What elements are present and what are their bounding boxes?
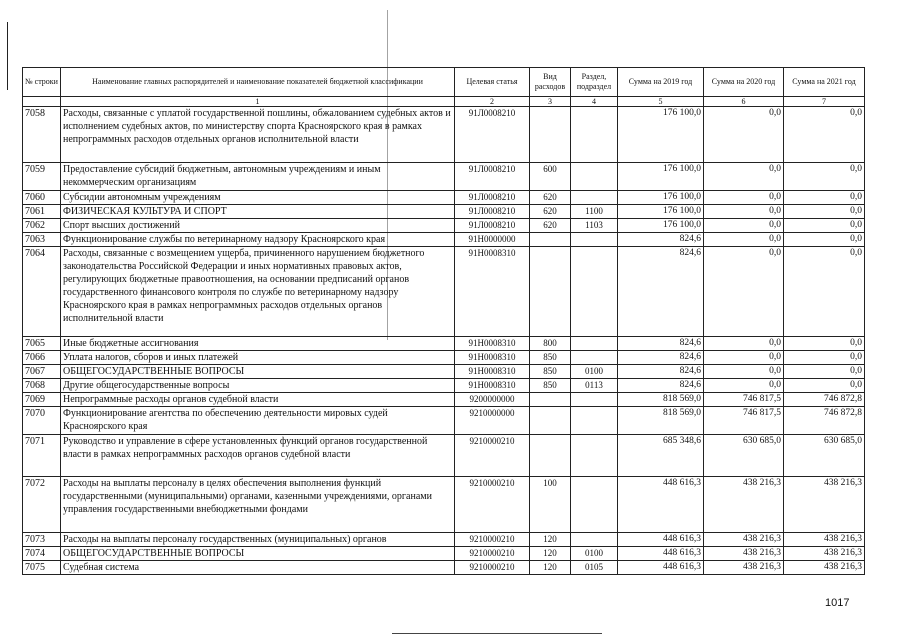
row-sum-2021: 438 216,3 bbox=[784, 477, 865, 533]
row-expense-type: 600 bbox=[530, 163, 571, 191]
row-sum-2020: 0,0 bbox=[704, 163, 784, 191]
table-row bbox=[23, 351, 865, 365]
row-name: Предоставление субсидий бюджетным, автономным учреждениям и иным некоммерческим организациям bbox=[61, 163, 455, 191]
row-sum-2021: 630 685,0 bbox=[784, 435, 865, 477]
row-section: 0113 bbox=[571, 379, 618, 393]
column-number: 3 bbox=[530, 97, 571, 107]
row-number: 7062 bbox=[23, 219, 61, 233]
row-sum-2020: 0,0 bbox=[704, 379, 784, 393]
row-number: 7063 bbox=[23, 233, 61, 247]
row-target-article: 91Н0008310 bbox=[455, 351, 530, 365]
row-name: ОБЩЕГОСУДАРСТВЕННЫЕ ВОПРОСЫ bbox=[61, 365, 455, 379]
row-section bbox=[571, 407, 618, 435]
row-target-article: 91Л0008210 bbox=[455, 205, 530, 219]
row-sum-2019: 824,6 bbox=[618, 365, 704, 379]
header-row bbox=[23, 68, 865, 97]
row-sum-2020: 0,0 bbox=[704, 351, 784, 365]
row-sum-2021: 0,0 bbox=[784, 365, 865, 379]
table-row bbox=[23, 205, 865, 219]
row-sum-2019: 176 100,0 bbox=[618, 163, 704, 191]
row-sum-2019: 176 100,0 bbox=[618, 219, 704, 233]
row-section bbox=[571, 191, 618, 205]
table-row bbox=[23, 407, 865, 435]
table-row bbox=[23, 233, 865, 247]
row-target-article: 91Н0008310 bbox=[455, 365, 530, 379]
table-row bbox=[23, 107, 865, 163]
row-expense-type: 800 bbox=[530, 337, 571, 351]
row-sum-2021: 746 872,8 bbox=[784, 407, 865, 435]
row-name: Субсидии автономным учреждениям bbox=[61, 191, 455, 205]
row-sum-2019: 448 616,3 bbox=[618, 477, 704, 533]
row-sum-2019: 824,6 bbox=[618, 337, 704, 351]
row-section bbox=[571, 233, 618, 247]
row-sum-2021: 0,0 bbox=[784, 191, 865, 205]
row-expense-type: 120 bbox=[530, 561, 571, 575]
row-target-article: 91Н0008310 bbox=[455, 247, 530, 337]
row-sum-2020: 630 685,0 bbox=[704, 435, 784, 477]
column-number: 1 bbox=[61, 97, 455, 107]
row-sum-2020: 0,0 bbox=[704, 107, 784, 163]
row-number: 7074 bbox=[23, 547, 61, 561]
row-name: Спорт высших достижений bbox=[61, 219, 455, 233]
row-section bbox=[571, 337, 618, 351]
row-expense-type bbox=[530, 233, 571, 247]
row-target-article: 91Л0008210 bbox=[455, 219, 530, 233]
row-sum-2020: 0,0 bbox=[704, 365, 784, 379]
table-row bbox=[23, 547, 865, 561]
row-target-article: 91Л0008210 bbox=[455, 191, 530, 205]
row-target-article: 9210000210 bbox=[455, 477, 530, 533]
row-expense-type: 620 bbox=[530, 219, 571, 233]
table-body bbox=[23, 107, 865, 575]
row-sum-2021: 0,0 bbox=[784, 107, 865, 163]
row-target-article: 9210000000 bbox=[455, 407, 530, 435]
table-row bbox=[23, 191, 865, 205]
row-section bbox=[571, 247, 618, 337]
row-number: 7066 bbox=[23, 351, 61, 365]
row-section: 0105 bbox=[571, 561, 618, 575]
row-number: 7058 bbox=[23, 107, 61, 163]
row-expense-type: 100 bbox=[530, 477, 571, 533]
row-sum-2020: 746 817,5 bbox=[704, 393, 784, 407]
column-number: 2 bbox=[455, 97, 530, 107]
header-sum2021: Сумма на 2021 год bbox=[784, 68, 865, 97]
row-sum-2020: 0,0 bbox=[704, 191, 784, 205]
row-target-article: 91Н0000000 bbox=[455, 233, 530, 247]
row-sum-2021: 438 216,3 bbox=[784, 533, 865, 547]
header-type: Вид расходов bbox=[530, 68, 571, 97]
row-name: Иные бюджетные ассигнования bbox=[61, 337, 455, 351]
header-sum2020: Сумма на 2020 год bbox=[704, 68, 784, 97]
row-section: 0100 bbox=[571, 365, 618, 379]
row-target-article: 9200000000 bbox=[455, 393, 530, 407]
row-section bbox=[571, 163, 618, 191]
row-name: Судебная система bbox=[61, 561, 455, 575]
row-name: Расходы на выплаты персоналу в целях обеспечения выполнения функций государственными (муниципальными) органами, казенными учреждениями, органами управления государственными внебюджетными фондами bbox=[61, 477, 455, 533]
row-section bbox=[571, 435, 618, 477]
margin-line bbox=[7, 22, 8, 90]
row-sum-2020: 746 817,5 bbox=[704, 407, 784, 435]
row-sum-2020: 0,0 bbox=[704, 337, 784, 351]
column-number: 4 bbox=[571, 97, 618, 107]
row-sum-2020: 438 216,3 bbox=[704, 547, 784, 561]
column-number: 5 bbox=[618, 97, 704, 107]
row-section bbox=[571, 107, 618, 163]
row-target-article: 91Л0008210 bbox=[455, 163, 530, 191]
table-row bbox=[23, 365, 865, 379]
row-sum-2020: 0,0 bbox=[704, 233, 784, 247]
column-number: 6 bbox=[704, 97, 784, 107]
row-expense-type bbox=[530, 407, 571, 435]
row-number: 7071 bbox=[23, 435, 61, 477]
row-sum-2019: 448 616,3 bbox=[618, 547, 704, 561]
row-section bbox=[571, 351, 618, 365]
row-sum-2020: 0,0 bbox=[704, 219, 784, 233]
row-target-article: 9210000210 bbox=[455, 435, 530, 477]
row-sum-2021: 0,0 bbox=[784, 351, 865, 365]
row-number: 7061 bbox=[23, 205, 61, 219]
row-number: 7059 bbox=[23, 163, 61, 191]
row-sum-2019: 824,6 bbox=[618, 233, 704, 247]
row-sum-2020: 438 216,3 bbox=[704, 561, 784, 575]
row-sum-2019: 176 100,0 bbox=[618, 191, 704, 205]
row-sum-2019: 818 569,0 bbox=[618, 393, 704, 407]
row-number: 7069 bbox=[23, 393, 61, 407]
table-row bbox=[23, 393, 865, 407]
row-name: Непрограммные расходы органов судебной власти bbox=[61, 393, 455, 407]
table-row bbox=[23, 219, 865, 233]
header-target: Целевая статья bbox=[455, 68, 530, 97]
table-row bbox=[23, 533, 865, 547]
row-target-article: 91Л0008210 bbox=[455, 107, 530, 163]
row-name: Функционирование агентства по обеспечению деятельности мировых судей Красноярского края bbox=[61, 407, 455, 435]
row-number: 7067 bbox=[23, 365, 61, 379]
row-sum-2021: 438 216,3 bbox=[784, 561, 865, 575]
row-target-article: 9210000210 bbox=[455, 533, 530, 547]
row-name: Уплата налогов, сборов и иных платежей bbox=[61, 351, 455, 365]
row-target-article: 9210000210 bbox=[455, 547, 530, 561]
row-sum-2019: 685 348,6 bbox=[618, 435, 704, 477]
row-target-article: 91Н0008310 bbox=[455, 337, 530, 351]
header-section: Раздел, подраздел bbox=[571, 68, 618, 97]
row-expense-type: 620 bbox=[530, 205, 571, 219]
row-number: 7075 bbox=[23, 561, 61, 575]
row-sum-2021: 746 872,8 bbox=[784, 393, 865, 407]
row-number: 7073 bbox=[23, 533, 61, 547]
column-number-empty bbox=[23, 97, 61, 107]
table-row bbox=[23, 477, 865, 533]
row-sum-2020: 0,0 bbox=[704, 205, 784, 219]
row-number: 7068 bbox=[23, 379, 61, 393]
row-sum-2021: 0,0 bbox=[784, 219, 865, 233]
row-sum-2021: 0,0 bbox=[784, 163, 865, 191]
row-name: ОБЩЕГОСУДАРСТВЕННЫЕ ВОПРОСЫ bbox=[61, 547, 455, 561]
row-number: 7070 bbox=[23, 407, 61, 435]
row-section bbox=[571, 477, 618, 533]
row-expense-type: 850 bbox=[530, 365, 571, 379]
row-expense-type bbox=[530, 393, 571, 407]
footer-line bbox=[392, 633, 602, 634]
header-name: Наименование главных распорядителей и наименование показателей бюджетной классификации bbox=[61, 68, 455, 97]
row-sum-2021: 0,0 bbox=[784, 247, 865, 337]
row-section bbox=[571, 393, 618, 407]
table-row bbox=[23, 561, 865, 575]
row-number: 7072 bbox=[23, 477, 61, 533]
row-sum-2020: 438 216,3 bbox=[704, 477, 784, 533]
row-expense-type: 120 bbox=[530, 533, 571, 547]
row-sum-2019: 824,6 bbox=[618, 247, 704, 337]
row-sum-2019: 176 100,0 bbox=[618, 205, 704, 219]
row-sum-2020: 0,0 bbox=[704, 247, 784, 337]
table-row bbox=[23, 379, 865, 393]
row-sum-2019: 448 616,3 bbox=[618, 533, 704, 547]
row-sum-2021: 0,0 bbox=[784, 379, 865, 393]
row-section bbox=[571, 533, 618, 547]
row-target-article: 9210000210 bbox=[455, 561, 530, 575]
row-number: 7064 bbox=[23, 247, 61, 337]
row-name: Руководство и управление в сфере установленных функций органов государственной власти в рамках непрограммных расходов органов судебной власти bbox=[61, 435, 455, 477]
row-target-article: 91Н0008310 bbox=[455, 379, 530, 393]
table-row bbox=[23, 247, 865, 337]
row-expense-type: 850 bbox=[530, 351, 571, 365]
table-row bbox=[23, 337, 865, 351]
row-number: 7065 bbox=[23, 337, 61, 351]
row-name: Расходы, связанные с уплатой государственной пошлины, обжалованием судебных актов и исполнением судебных актов, по министерству спорта Красноярского края в рамках непрограммных расходов отдельных органов исполнительной власти bbox=[61, 107, 455, 163]
row-name: Другие общегосударственные вопросы bbox=[61, 379, 455, 393]
row-name: ФИЗИЧЕСКАЯ КУЛЬТУРА И СПОРТ bbox=[61, 205, 455, 219]
row-sum-2021: 438 216,3 bbox=[784, 547, 865, 561]
budget-table bbox=[22, 67, 865, 575]
row-sum-2021: 0,0 bbox=[784, 233, 865, 247]
header-sum2019: Сумма на 2019 год bbox=[618, 68, 704, 97]
row-sum-2019: 818 569,0 bbox=[618, 407, 704, 435]
row-section: 0100 bbox=[571, 547, 618, 561]
row-name: Функционирование службы по ветеринарному надзору Красноярского края bbox=[61, 233, 455, 247]
row-expense-type: 850 bbox=[530, 379, 571, 393]
row-number: 7060 bbox=[23, 191, 61, 205]
row-expense-type bbox=[530, 107, 571, 163]
row-expense-type bbox=[530, 247, 571, 337]
row-name: Расходы на выплаты персоналу государственных (муниципальных) органов bbox=[61, 533, 455, 547]
table-row bbox=[23, 435, 865, 477]
row-expense-type bbox=[530, 435, 571, 477]
page-number: 1017 bbox=[825, 597, 850, 609]
row-sum-2019: 448 616,3 bbox=[618, 561, 704, 575]
column-number-row bbox=[23, 97, 865, 107]
row-expense-type: 120 bbox=[530, 547, 571, 561]
row-section: 1103 bbox=[571, 219, 618, 233]
row-sum-2019: 176 100,0 bbox=[618, 107, 704, 163]
row-expense-type: 620 bbox=[530, 191, 571, 205]
row-name: Расходы, связанные с возмещением ущерба, причиненного нарушением бюджетного законодательства Российской Федерации и иных нормативных правовых актов, регулирующих бюджетные правоотношения, на основании предписаний органов государственного финансового контроля по службе по ветеринарному надзору Красноярского края в рамках непрограммных расходов отдельных органов исполнительной власти bbox=[61, 247, 455, 337]
column-number: 7 bbox=[784, 97, 865, 107]
table-row bbox=[23, 163, 865, 191]
row-section: 1100 bbox=[571, 205, 618, 219]
row-sum-2020: 438 216,3 bbox=[704, 533, 784, 547]
header-no: № строки bbox=[23, 68, 61, 97]
row-sum-2021: 0,0 bbox=[784, 337, 865, 351]
row-sum-2019: 824,6 bbox=[618, 379, 704, 393]
row-sum-2019: 824,6 bbox=[618, 351, 704, 365]
row-sum-2021: 0,0 bbox=[784, 205, 865, 219]
